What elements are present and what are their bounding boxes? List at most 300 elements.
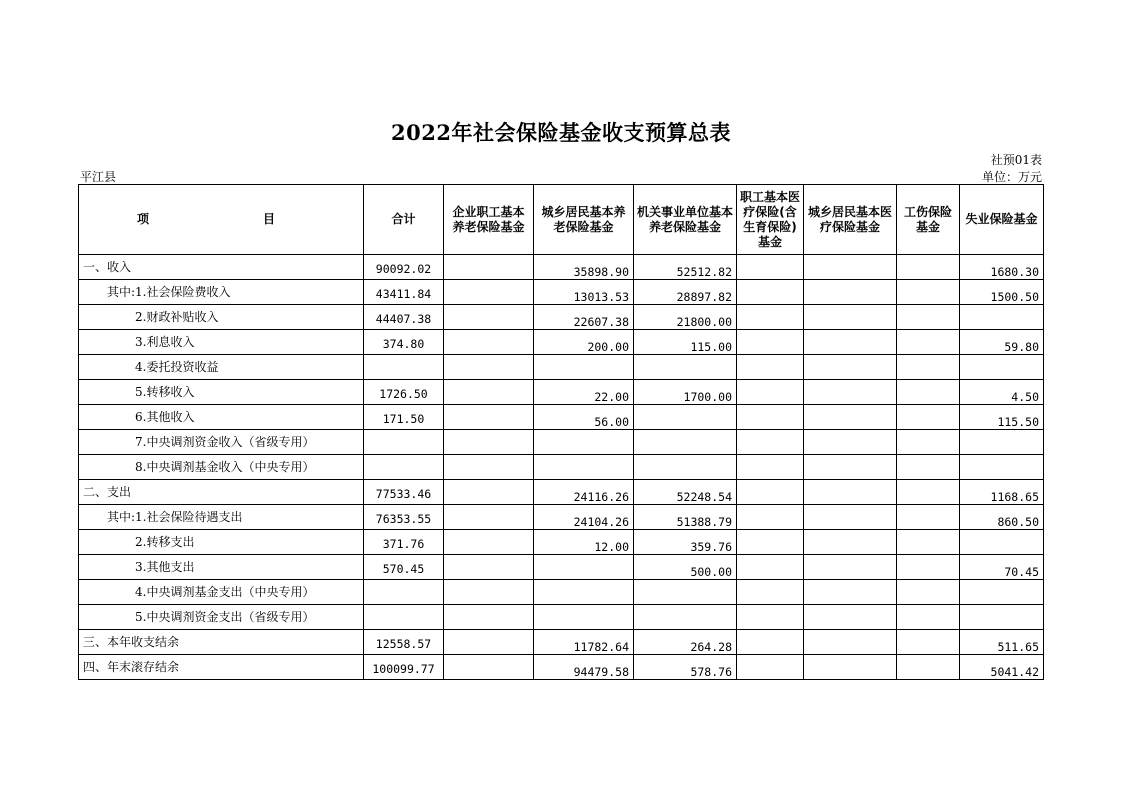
cell-total [364,530,444,555]
cell-value: 43411.84 [375,286,432,301]
cell-value [804,638,896,647]
cell-employee-medical [737,630,804,655]
cell-value [444,338,533,347]
cell-value [444,488,533,497]
cell-value [444,513,533,522]
cell-value [444,288,533,297]
cell-value [534,613,633,622]
cell-resident-medical [804,405,897,430]
cell-value [444,663,533,672]
cell-value: 52248.54 [676,489,732,504]
cell-employee-medical [737,580,804,605]
cell-value: 76353.55 [375,511,432,526]
cell-injury [897,505,960,530]
cell-enterprise-pension [444,655,534,680]
cell-resident-pension [534,555,634,580]
cell-unemployment [960,605,1044,630]
cell-value [897,563,959,572]
table-row [79,280,1044,305]
cell-value [960,588,1043,597]
cell-value: 1680.30 [990,264,1039,279]
cell-value [737,388,803,397]
cell-resident-medical [804,455,897,480]
table-row [79,655,1044,680]
table-row [79,330,1044,355]
cell-value [737,638,803,647]
table-header [79,185,1044,255]
cell-value: 24116.26 [573,489,629,504]
cell-value [804,588,896,597]
cell-value: 12558.57 [375,636,432,651]
region-label: 平江县 [80,170,117,184]
row-label: 2.转移支出 [135,535,195,549]
cell-value [897,338,959,347]
cell-value [897,638,959,647]
cell-value [737,513,803,522]
cell-institution-pension [634,330,737,355]
cell-injury [897,330,960,355]
cell-value [634,363,736,372]
cell-unemployment [960,355,1044,380]
cell-enterprise-pension [444,480,534,505]
cell-unemployment [960,330,1044,355]
cell-unemployment [960,380,1044,405]
cell-value: 59.80 [1004,339,1039,354]
cell-value [534,363,633,372]
cell-value: 94479.58 [573,664,629,679]
cell-value [737,363,803,372]
cell-value [960,613,1043,622]
cell-unemployment [960,555,1044,580]
cell-value [737,463,803,472]
cell-employee-medical [737,480,804,505]
header-row [79,185,1044,255]
cell-value [897,363,959,372]
cell-unemployment [960,255,1044,280]
table-row [79,355,1044,380]
cell-value [534,563,633,572]
row-label-cell [79,305,364,330]
cell-resident-medical [804,630,897,655]
cell-value: 500.00 [690,564,732,579]
cell-total [364,580,444,605]
table-row [79,380,1044,405]
cell-injury [897,305,960,330]
cell-value [444,413,533,422]
cell-value [897,463,959,472]
table-row [79,630,1044,655]
cell-resident-pension [534,355,634,380]
cell-resident-medical [804,355,897,380]
cell-enterprise-pension [444,330,534,355]
cell-employee-medical [737,555,804,580]
cell-resident-medical [804,255,897,280]
col-header-resident-medical: 城乡居民基本医疗保险基金 [804,185,897,255]
cell-value: 44407.38 [375,311,432,326]
cell-value: 511.65 [997,639,1039,654]
cell-value: 13013.53 [573,289,629,304]
row-label: 5.转移收入 [135,385,195,399]
cell-value [444,388,533,397]
cell-injury [897,580,960,605]
cell-resident-pension [534,255,634,280]
cell-value: 77533.46 [375,486,432,501]
cell-value [804,563,896,572]
table-row [79,605,1044,630]
cell-resident-medical [804,655,897,680]
cell-institution-pension [634,605,737,630]
cell-injury [897,405,960,430]
cell-unemployment [960,655,1044,680]
cell-injury [897,605,960,630]
col-header-item [79,185,364,255]
cell-value [897,488,959,497]
row-label-cell [79,605,364,630]
cell-value [634,413,736,422]
cell-institution-pension [634,630,737,655]
row-label: 8.中央调剂基金收入（中央专用） [135,460,315,474]
cell-value: 264.28 [690,639,732,654]
cell-value: 21800.00 [676,314,732,329]
cell-value [737,338,803,347]
cell-value: 860.50 [997,514,1039,529]
cell-value [960,438,1043,447]
cell-resident-medical [804,605,897,630]
cell-resident-medical [804,480,897,505]
table-row [79,555,1044,580]
cell-institution-pension [634,530,737,555]
cell-unemployment [960,580,1044,605]
table-row [79,430,1044,455]
cell-injury [897,255,960,280]
cell-value: 374.80 [382,336,425,351]
row-label-cell [79,255,364,280]
row-label: 四、年末滚存结余 [83,660,180,674]
cell-resident-pension [534,430,634,455]
row-label: 6.其他收入 [135,410,195,424]
cell-value [364,466,443,469]
cell-institution-pension [634,355,737,380]
cell-value [897,288,959,297]
cell-resident-pension [534,530,634,555]
cell-value: 115.50 [997,414,1039,429]
cell-enterprise-pension [444,505,534,530]
cell-institution-pension [634,280,737,305]
cell-value [634,463,736,472]
cell-enterprise-pension [444,605,534,630]
table-row [79,255,1044,280]
cell-value: 200.00 [587,339,629,354]
cell-value [960,363,1043,372]
cell-value [897,263,959,272]
row-label: 3.其他支出 [135,560,195,574]
cell-value [804,438,896,447]
cell-value [444,313,533,322]
row-label-cell [79,555,364,580]
cell-resident-medical [804,430,897,455]
row-label-cell [79,355,364,380]
cell-total [364,355,444,380]
cell-value: 22607.38 [573,314,629,329]
cell-institution-pension [634,480,737,505]
cell-total [364,480,444,505]
cell-total [364,630,444,655]
cell-institution-pension [634,405,737,430]
cell-value: 4.50 [1011,389,1039,404]
cell-employee-medical [737,605,804,630]
row-label: 二、支出 [83,485,132,499]
row-label: 其中:1.社会保险待遇支出 [107,510,243,524]
cell-value [804,288,896,297]
cell-value: 24104.26 [573,514,629,529]
cell-enterprise-pension [444,580,534,605]
cell-value: 100099.77 [372,661,435,676]
cell-injury [897,655,960,680]
row-label-cell [79,630,364,655]
cell-value [804,538,896,547]
cell-value: 1500.50 [990,289,1039,304]
cell-employee-medical [737,255,804,280]
cell-value [804,488,896,497]
cell-resident-medical [804,305,897,330]
cell-value: 1168.65 [990,489,1039,504]
table-row [79,455,1044,480]
row-label-cell [79,280,364,305]
row-label-cell [79,455,364,480]
table-row [79,580,1044,605]
cell-value [444,263,533,272]
cell-resident-pension [534,455,634,480]
table-body [79,255,1044,680]
cell-value [897,513,959,522]
cell-employee-medical [737,655,804,680]
cell-injury [897,530,960,555]
cell-value [444,438,533,447]
row-label-cell [79,405,364,430]
cell-resident-pension [534,580,634,605]
cell-value [737,613,803,622]
cell-value: 90092.02 [375,261,432,276]
cell-value [737,563,803,572]
col-header-unemployment: 失业保险基金 [960,185,1044,255]
cell-resident-pension [534,330,634,355]
cell-resident-pension [534,480,634,505]
cell-resident-pension [534,305,634,330]
cell-employee-medical [737,530,804,555]
cell-resident-medical [804,530,897,555]
cell-value [364,591,443,594]
cell-enterprise-pension [444,430,534,455]
cell-unemployment [960,305,1044,330]
cell-value [737,413,803,422]
cell-total [364,555,444,580]
cell-unemployment [960,505,1044,530]
cell-value [804,388,896,397]
cell-resident-medical [804,555,897,580]
cell-injury [897,455,960,480]
cell-value [534,438,633,447]
row-label-cell [79,580,364,605]
cell-value [737,263,803,272]
unit-label: 单位：万元 [981,170,1042,184]
cell-value [897,313,959,322]
row-label: 7.中央调剂资金收入（省级专用） [135,435,315,449]
table-row [79,530,1044,555]
row-label: 2.财政补贴收入 [135,310,219,324]
cell-enterprise-pension [444,555,534,580]
row-label-cell [79,330,364,355]
cell-value [804,513,896,522]
cell-value: 51388.79 [676,514,732,529]
cell-value [897,538,959,547]
budget-table [78,184,1044,680]
cell-value [897,388,959,397]
cell-value [804,363,896,372]
row-label-cell [79,505,364,530]
cell-value [737,538,803,547]
cell-enterprise-pension [444,455,534,480]
cell-employee-medical [737,505,804,530]
cell-resident-pension [534,630,634,655]
cell-enterprise-pension [444,380,534,405]
cell-employee-medical [737,430,804,455]
cell-enterprise-pension [444,305,534,330]
cell-value: 56.00 [594,414,629,429]
cell-total [364,305,444,330]
cell-value [897,438,959,447]
cell-total [364,505,444,530]
row-label: 3.利息收入 [135,335,195,349]
cell-value: 70.45 [1004,564,1039,579]
cell-value [804,663,896,672]
cell-unemployment [960,480,1044,505]
cell-value: 1700.00 [683,389,732,404]
cell-value [444,463,533,472]
row-label: 其中:1.社会保险费收入 [107,285,231,299]
table-row [79,305,1044,330]
cell-value [737,488,803,497]
cell-resident-medical [804,280,897,305]
cell-total [364,330,444,355]
col-header-enterprise-pension: 企业职工基本养老保险基金 [444,185,534,255]
cell-injury [897,630,960,655]
row-label-cell [79,655,364,680]
row-label: 一、收入 [83,260,132,274]
col-header-item-label: 项 目 [136,212,305,226]
cell-value: 11782.64 [573,639,629,654]
cell-unemployment [960,280,1044,305]
cell-value [804,613,896,622]
cell-value [534,463,633,472]
cell-resident-pension [534,380,634,405]
cell-injury [897,380,960,405]
cell-value: 12.00 [594,539,629,554]
cell-value [737,288,803,297]
cell-injury [897,280,960,305]
cell-total [364,430,444,455]
col-header-injury: 工伤保险基金 [897,185,960,255]
row-label: 5.中央调剂资金支出（省级专用） [135,610,315,624]
table-row [79,505,1044,530]
col-header-employee-medical: 职工基本医疗保险(含生育保险)基金 [737,185,804,255]
cell-value [804,313,896,322]
cell-value: 35898.90 [573,264,629,279]
cell-value [960,313,1043,322]
cell-enterprise-pension [444,630,534,655]
cell-value: 570.45 [382,561,425,576]
cell-value: 22.00 [594,389,629,404]
cell-value: 171.50 [382,411,425,426]
cell-injury [897,555,960,580]
cell-value [364,366,443,369]
cell-institution-pension [634,505,737,530]
cell-unemployment [960,405,1044,430]
cell-employee-medical [737,455,804,480]
cell-injury [897,480,960,505]
cell-injury [897,430,960,455]
col-header-institution-pension: 机关事业单位基本养老保险基金 [634,185,737,255]
cell-enterprise-pension [444,280,534,305]
cell-enterprise-pension [444,405,534,430]
cell-unemployment [960,455,1044,480]
row-label-cell [79,530,364,555]
cell-employee-medical [737,380,804,405]
cell-value [444,588,533,597]
cell-value [804,338,896,347]
cell-enterprise-pension [444,355,534,380]
cell-value [897,413,959,422]
cell-value: 359.76 [690,539,732,554]
cell-resident-pension [534,655,634,680]
cell-resident-pension [534,405,634,430]
cell-institution-pension [634,430,737,455]
cell-resident-medical [804,330,897,355]
cell-resident-pension [534,505,634,530]
cell-institution-pension [634,555,737,580]
cell-injury [897,355,960,380]
cell-unemployment [960,430,1044,455]
table-row [79,480,1044,505]
cell-value [897,613,959,622]
cell-resident-medical [804,580,897,605]
cell-total [364,380,444,405]
cell-unemployment [960,630,1044,655]
cell-value [534,588,633,597]
cell-value: 578.76 [690,664,732,679]
cell-value [444,363,533,372]
cell-value [897,663,959,672]
cell-value: 52512.82 [676,264,732,279]
cell-employee-medical [737,355,804,380]
cell-value [364,441,443,444]
cell-value [364,616,443,619]
cell-resident-pension [534,280,634,305]
col-header-resident-pension: 城乡居民基本养老保险基金 [534,185,634,255]
cell-value [960,463,1043,472]
cell-value: 371.76 [382,536,425,551]
cell-value [804,263,896,272]
cell-value [960,538,1043,547]
cell-institution-pension [634,255,737,280]
cell-institution-pension [634,380,737,405]
cell-value [634,613,736,622]
cell-institution-pension [634,655,737,680]
cell-value: 5041.42 [990,664,1039,679]
cell-value [897,588,959,597]
row-label-cell [79,380,364,405]
cell-resident-medical [804,505,897,530]
form-code: 社预01表 [990,153,1042,167]
